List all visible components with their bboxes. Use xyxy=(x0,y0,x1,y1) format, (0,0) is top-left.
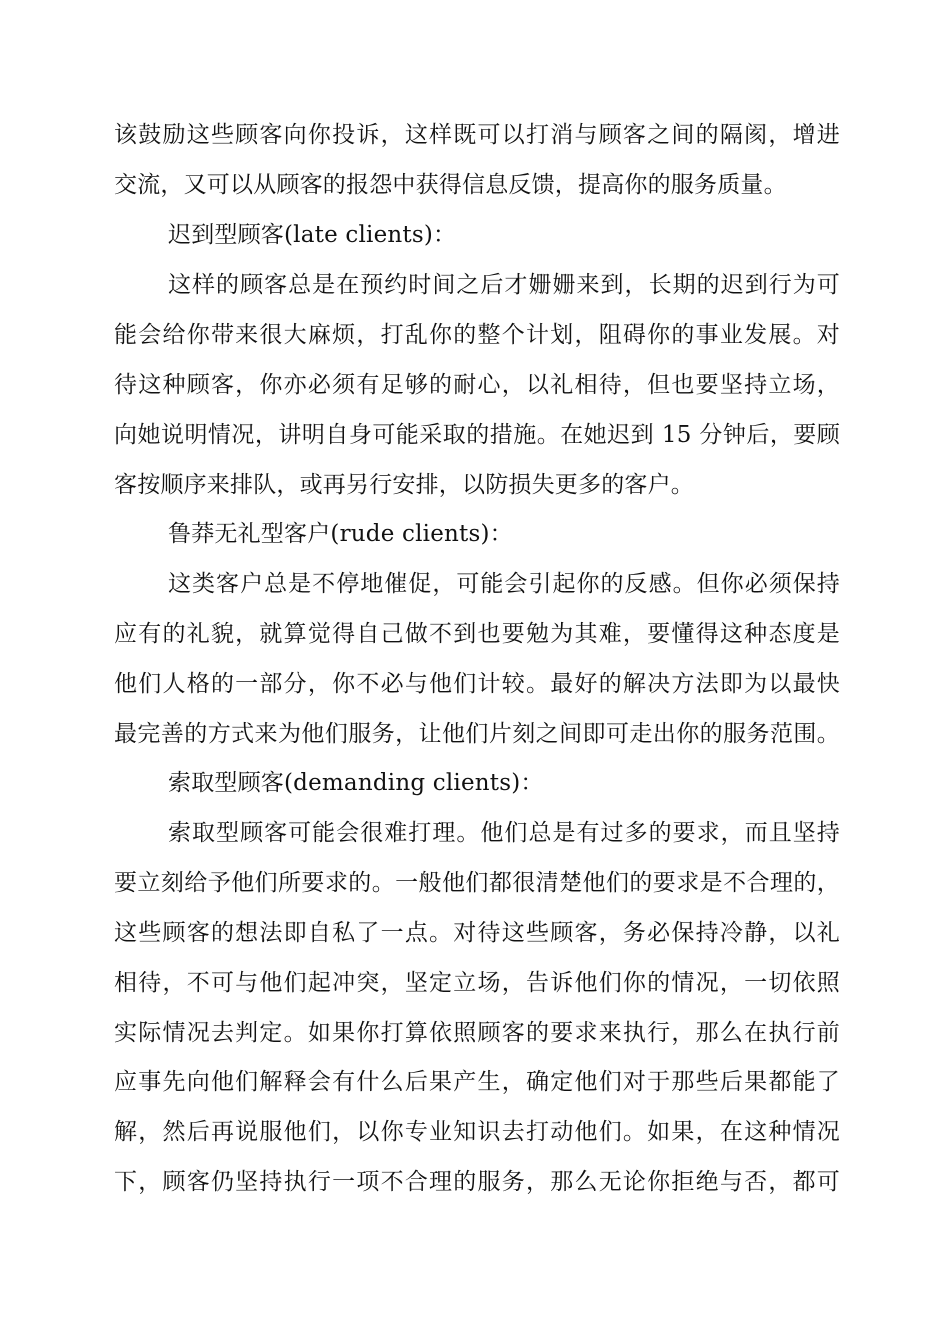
section-heading-demanding-clients: 索取型顾客(demanding clients)： xyxy=(168,770,544,796)
section-heading-rude-clients: 鲁莽无礼型客户(rude clients)： xyxy=(168,521,513,547)
text-line: 该鼓励这些顾客向你投诉，这样既可以打消与顾客之间的隔阂，增进 xyxy=(114,122,840,148)
text-line: 解，然后再说服他们，以你专业知识去打动他们。如果，在这种情况 xyxy=(114,1119,840,1145)
text-line: 能会给你带来很大麻烦，打乱你的整个计划，阻碍你的事业发展。对 xyxy=(114,322,840,348)
text-line: 这类客户总是不停地催促，可能会引起你的反感。但你必须保持 xyxy=(168,571,840,597)
text-line: 实际情况去判定。如果你打算依照顾客的要求来执行，那么在执行前 xyxy=(114,1020,840,1046)
text-line: 这些顾客的想法即自私了一点。对待这些顾客，务必保持冷静，以礼 xyxy=(114,920,840,946)
text-line: 待这种顾客，你亦必须有足够的耐心，以礼相待，但也要坚持立场， xyxy=(114,372,840,398)
text-line: 索取型顾客可能会很难打理。他们总是有过多的要求，而且坚持 xyxy=(168,820,840,846)
text-line: 他们人格的一部分，你不必与他们计较。最好的解决方法即为以最快 xyxy=(114,671,840,697)
text-line: 向她说明情况，讲明自身可能采取的措施。在她迟到 15 分钟后，要顾 xyxy=(114,422,840,448)
text-line: 客按顺序来排队，或再另行安排，以防损失更多的客户。 xyxy=(114,472,694,498)
section-heading-late-clients: 迟到型顾客(late clients)： xyxy=(168,222,457,248)
text-line: 应有的礼貌，就算觉得自己做不到也要勉为其难，要懂得这种态度是 xyxy=(114,621,840,647)
text-line: 交流，又可以从顾客的报怨中获得信息反馈，提高你的服务质量。 xyxy=(114,172,787,198)
text-line: 这样的顾客总是在预约时间之后才姗姗来到，长期的迟到行为可 xyxy=(168,272,840,298)
text-line: 最完善的方式来为他们服务，让他们片刻之间即可走出你的服务范围。 xyxy=(114,721,840,747)
text-line: 应事先向他们解释会有什么后果产生，确定他们对于那些后果都能了 xyxy=(114,1069,840,1095)
text-line: 下，顾客仍坚持执行一项不合理的服务，那么无论你拒绝与否，都可 xyxy=(114,1169,840,1195)
text-line: 要立刻给予他们所要求的。一般他们都很清楚他们的要求是不合理的， xyxy=(114,870,840,896)
text-line: 相待，不可与他们起冲突，坚定立场，告诉他们你的情况，一切依照 xyxy=(114,970,840,996)
